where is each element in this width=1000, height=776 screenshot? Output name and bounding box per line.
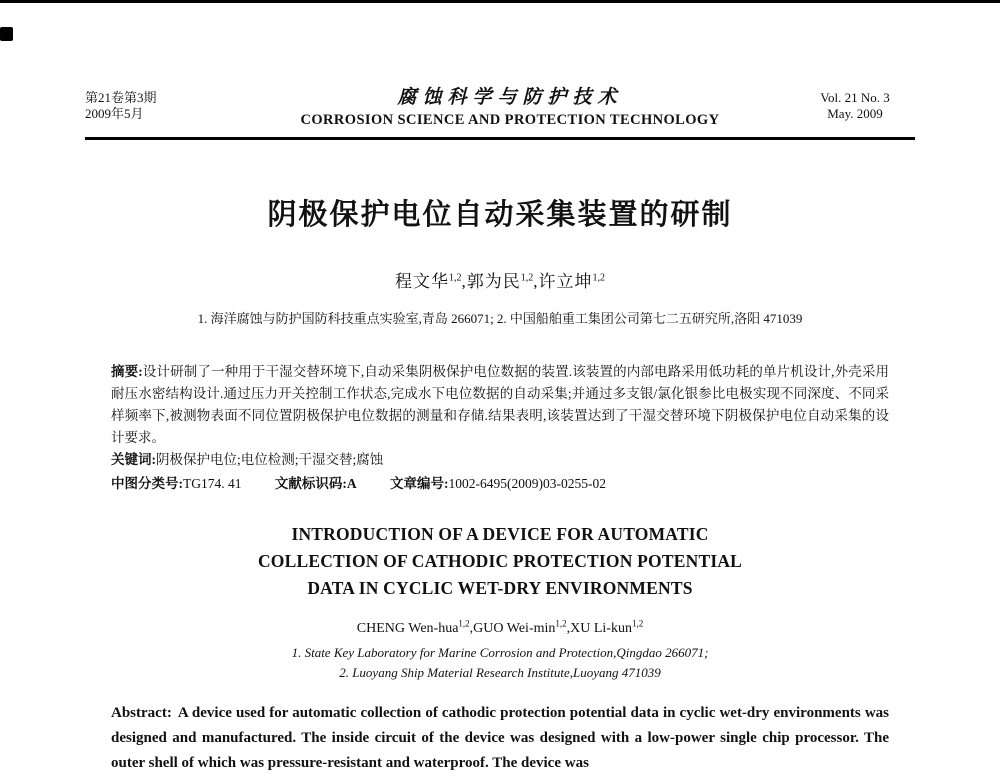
author-cn — [462, 272, 534, 291]
issue-info-cn — [85, 90, 225, 122]
author-cn — [533, 272, 605, 291]
affiliation-en-line1: 1. State Key Laboratory for Marine Corrosion and Protection,Qingdao 266071; — [291, 644, 709, 660]
author-affil-sup: 1,2 — [555, 618, 567, 628]
author-en — [566, 618, 644, 636]
journal-name-block — [225, 82, 795, 129]
doc-code-value: A — [346, 476, 357, 491]
article-title-en — [85, 521, 915, 602]
authors-cn — [85, 267, 915, 292]
author-en — [469, 618, 567, 636]
author-affil-sup: 1,2 — [592, 272, 605, 284]
volume-number-en: Vol. 21 No. 3 — [820, 89, 890, 105]
keywords-label-cn: 关键词: — [111, 452, 156, 467]
author-en — [356, 618, 470, 636]
journal-name-cn: 腐蚀科学与防护技术 — [397, 87, 623, 108]
scan-artifact-top-edge — [0, 0, 1000, 3]
abstract-label-en: Abstract: — [111, 704, 172, 721]
title-en-line: INTRODUCTION OF A DEVICE FOR AUTOMATIC — [291, 524, 709, 544]
doc-code-group — [275, 476, 357, 491]
title-en-line: DATA IN CYCLIC WET-DRY ENVIRONMENTS — [307, 578, 693, 598]
abstract-en — [111, 701, 889, 776]
journal-name-en: CORROSION SCIENCE AND PROTECTION TECHNOLOGY — [300, 112, 720, 128]
title-en-line: COLLECTION OF CATHODIC PROTECTION POTENTIAL — [257, 551, 743, 571]
issue-date-en: May. 2009 — [827, 105, 883, 121]
clc-value: TG174. 41 — [183, 476, 242, 491]
article-title-cn: 阴极保护电位自动采集装置的研制 — [267, 199, 733, 231]
article-no-value: 1002-6495(2009)03-0255-02 — [448, 476, 606, 491]
author-name: ,郭为民 — [461, 272, 521, 291]
abstract-cn — [111, 361, 889, 449]
affiliation-en — [85, 643, 915, 683]
issue-volume-cn: 第21卷第3期 — [85, 89, 157, 105]
author-name: 程文华 — [395, 272, 449, 291]
author-cn — [395, 272, 462, 291]
abstract-label-cn: 摘要: — [111, 364, 143, 379]
clc-group — [111, 476, 242, 491]
journal-header — [85, 82, 915, 140]
scan-artifact-left-mark — [0, 27, 13, 41]
author-affil-sup: 1,2 — [631, 618, 644, 628]
page-content — [85, 0, 915, 776]
clc-label: 中图分类号: — [111, 476, 183, 491]
keywords-text-cn: 阴极保护电位;电位检测;干湿交替;腐蚀 — [156, 452, 384, 467]
author-affil-sup: 1,2 — [458, 618, 470, 628]
affiliation-cn: 1. 海洋腐蚀与防护国防科技重点实验室,青岛 266071; 2. 中国船舶重工集团公司第七二五研究所,洛阳 471039 — [197, 311, 803, 326]
author-name: ,XU Li-kun — [566, 620, 632, 636]
author-name: CHENG Wen-hua — [356, 620, 459, 636]
classification-line — [111, 473, 889, 495]
author-name: ,GUO Wei-min — [469, 620, 556, 636]
abstract-text-cn: 设计研制了一种用于干湿交替环境下,自动采集阴极保护电位数据的装置.该装置的内部电路采用低功耗的单片机设计,外壳采用耐压水密结构设计.通过压力开关控制工作状态,完成水下电位数据的自动采集;并通过多支银/氯化银参比电极实现不同深度、不同采样频率下,被测物表面不同位置阴极保护电位数据的测量和存储.结果表明,该装置达到了干湿交替环境下阴极保护电位自动采集的设计要求。 — [111, 364, 889, 445]
author-affil-sup: 1,2 — [520, 272, 534, 284]
article-no-label: 文章编号: — [390, 476, 449, 491]
author-affil-sup: 1,2 — [449, 272, 462, 284]
article-no-group — [390, 476, 606, 491]
doc-code-label: 文献标识码: — [274, 476, 347, 491]
issue-date-cn: 2009年5月 — [85, 105, 144, 121]
author-name: ,许立坤 — [533, 272, 593, 291]
abstract-text-en: A device used for automatic collection of cathodic protection potential data in cyclic wet-dry environments was designed and manufactured. The inside circuit of the device was designed with a low-power single chip processor. The outer shell of which was pressure-resistant and waterproof. The device was — [111, 704, 889, 771]
volume-info-en — [795, 90, 915, 122]
affiliation-en-line2: 2. Luoyang Ship Material Research Institute,Luoyang 471039 — [339, 664, 661, 680]
keywords-cn — [111, 449, 889, 471]
authors-en — [85, 618, 915, 637]
